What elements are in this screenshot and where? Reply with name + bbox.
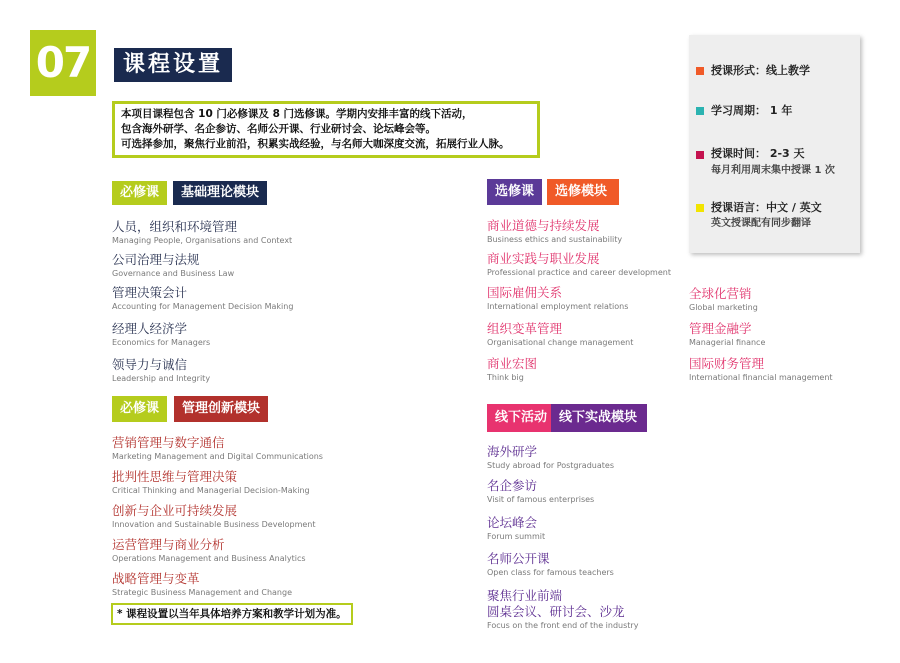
activity-name: 圆桌会议、研讨会、沙龙 — [487, 604, 625, 619]
elective-tag: 选修课 — [487, 179, 542, 205]
activity-name-en: Forum summit — [487, 532, 546, 541]
course-name: 组织变革管理 — [487, 321, 563, 336]
course-item — [689, 321, 765, 348]
course-name-en: Accounting for Management Decision Making — [112, 302, 294, 311]
crimson-square-icon — [696, 151, 704, 159]
course-name-en: International employment relations — [487, 302, 629, 311]
info-subtitle: 英文授课配有同步翻译 — [711, 218, 811, 229]
page-title: 课程设置 — [114, 48, 232, 82]
course-name-en: Governance and Business Law — [112, 269, 235, 278]
course-item — [112, 537, 306, 564]
course-name: 公司治理与法规 — [112, 252, 200, 267]
required-tag: 必修课 — [112, 396, 167, 422]
course-name-en: Business ethics and sustainability — [487, 235, 623, 244]
course-item — [112, 571, 292, 598]
module-title-theory: 基础理论模块 — [173, 181, 267, 205]
course-item — [112, 469, 310, 496]
module-title-practice: 线下实战模块 — [551, 404, 647, 432]
info-title: 授课语言：中文 / 英文 — [711, 201, 822, 214]
teal-square-icon — [696, 107, 704, 115]
course-name: 运营管理与商业分析 — [112, 537, 225, 552]
course-name-en: Leadership and Integrity — [112, 374, 211, 383]
offline-tag: 线下活动 — [487, 404, 555, 432]
activity-name: 名师公开课 — [487, 551, 550, 566]
course-item — [112, 252, 234, 279]
activity-name: 海外研学 — [487, 444, 538, 459]
course-item — [112, 357, 210, 384]
course-name-en: Global marketing — [689, 303, 758, 312]
course-name: 管理金融学 — [689, 321, 752, 336]
course-name: 领导力与诚信 — [112, 357, 188, 372]
course-name: 国际雇佣关系 — [487, 285, 563, 300]
activity-item — [487, 444, 614, 471]
course-item — [689, 356, 833, 383]
course-name-en: Professional practice and career development — [487, 268, 671, 277]
course-name: 商业宏图 — [487, 356, 538, 371]
course-item — [487, 285, 628, 312]
course-item — [112, 503, 315, 530]
course-name-en: Organisational change management — [487, 338, 634, 347]
intro-box — [112, 101, 540, 158]
course-item — [112, 219, 292, 246]
footnote: * 课程设置以当年具体培养方案和教学计划为准。 — [111, 603, 353, 625]
course-name: 商业道德与持续发展 — [487, 218, 600, 233]
course-name: 人员，组织和环境管理 — [112, 219, 238, 234]
activity-item — [487, 588, 638, 631]
course-name: 国际财务管理 — [689, 356, 765, 371]
course-name-en: Innovation and Sustainable Business Development — [112, 520, 316, 529]
activity-name: 名企参访 — [487, 478, 538, 493]
activity-name: 聚焦行业前端 — [487, 588, 563, 603]
info-title: 授课形式：线上教学 — [711, 64, 810, 77]
yellow-square-icon — [696, 204, 704, 212]
activity-item — [487, 551, 614, 578]
course-item — [112, 285, 293, 312]
info-subtitle: 每月利用周末集中授课 1 次 — [711, 165, 835, 176]
course-name-en: Marketing Management and Digital Communications — [112, 452, 323, 461]
course-name: 营销管理与数字通信 — [112, 435, 225, 450]
intro-line: 包含海外研学、名企参访、名师公开课、行业研讨会、论坛峰会等。 — [121, 123, 436, 135]
activity-name-en: Study abroad for Postgraduates — [487, 461, 614, 470]
module-title-innovation: 管理创新模块 — [174, 396, 268, 422]
orange-square-icon — [696, 67, 704, 75]
course-name-en: Critical Thinking and Managerial Decision-Making — [112, 486, 310, 495]
info-title: 学习周期： 1 年 — [711, 104, 793, 117]
required-tag: 必修课 — [112, 181, 167, 205]
course-item — [487, 321, 633, 348]
activity-item — [487, 515, 545, 542]
intro-line: 本项目课程包含 10 门必修课及 8 门选修课。学期内安排丰富的线下活动， — [121, 108, 473, 120]
course-name-en: Think big — [487, 373, 524, 382]
course-item — [487, 356, 537, 383]
activity-item — [487, 478, 594, 505]
course-name: 战略管理与变革 — [112, 571, 200, 586]
activity-name-en: Focus on the front end of the industry — [487, 621, 639, 630]
course-name: 创新与企业可持续发展 — [112, 503, 238, 518]
activity-name-en: Open class for famous teachers — [487, 568, 614, 577]
course-item — [487, 218, 622, 245]
course-item — [487, 251, 671, 278]
course-name-en: Operations Management and Business Analytics — [112, 554, 306, 563]
course-name: 经理人经济学 — [112, 321, 188, 336]
course-name: 管理决策会计 — [112, 285, 188, 300]
course-name-en: Economics for Managers — [112, 338, 211, 347]
module-title-elective: 选修模块 — [547, 179, 619, 205]
course-item — [112, 321, 210, 348]
activity-name-en: Visit of famous enterprises — [487, 495, 595, 504]
program-info-box — [689, 35, 860, 253]
course-name: 商业实践与职业发展 — [487, 251, 600, 266]
course-name-en: International financial management — [689, 373, 833, 382]
course-name: 全球化营销 — [689, 286, 752, 301]
section-number-badge: 07 — [30, 30, 96, 96]
course-name-en: Managing People, Organisations and Context — [112, 236, 293, 245]
course-name-en: Strategic Business Management and Change — [112, 588, 292, 597]
course-item — [112, 435, 323, 462]
course-name: 批判性思维与管理决策 — [112, 469, 238, 484]
course-name-en: Managerial finance — [689, 338, 766, 347]
info-title: 授课时间： 2-3 天 — [711, 147, 805, 160]
course-item — [689, 286, 758, 313]
intro-line: 可选择参加，聚焦行业前沿，积累实战经验，与名师大咖深度交流，拓展行业人脉。 — [121, 138, 510, 150]
activity-name: 论坛峰会 — [487, 515, 538, 530]
